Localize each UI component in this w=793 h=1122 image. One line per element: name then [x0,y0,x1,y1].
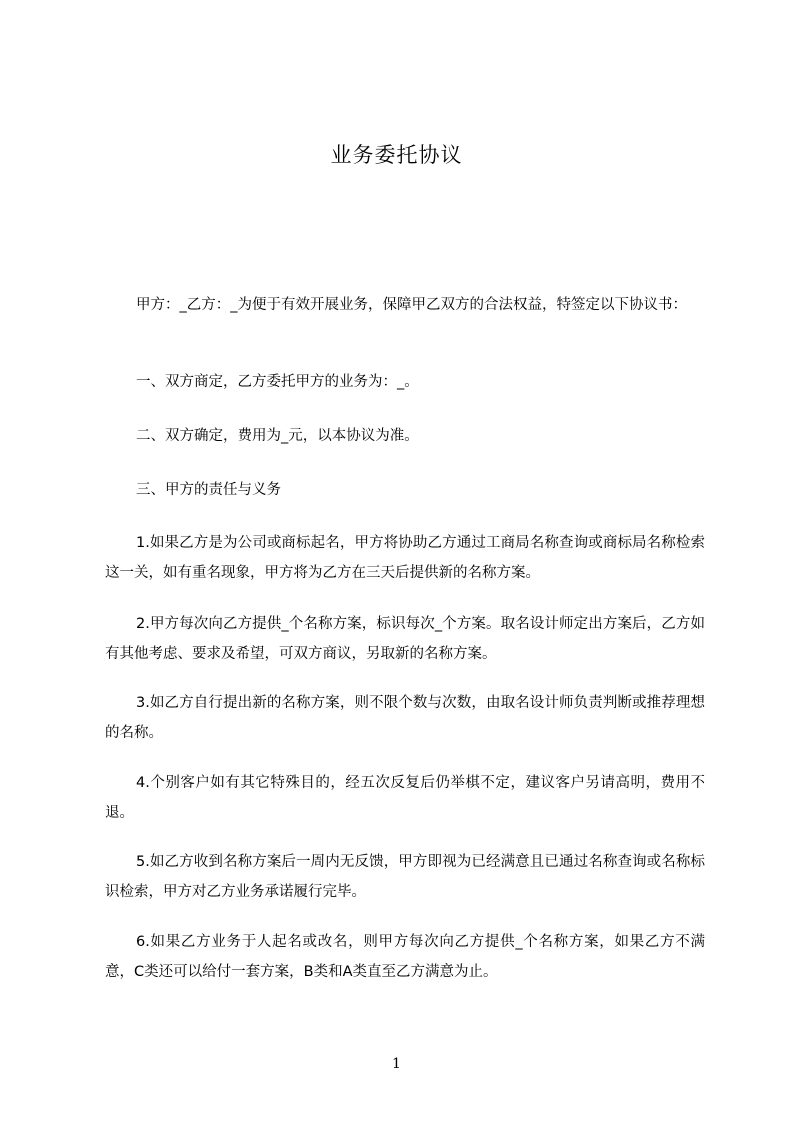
paragraph-item-4: 4.个别客户如有其它特殊目的，经五次反复后仍举棋不定，建议客户另请高明，费用不退。 [105,775,705,821]
paragraph-item-2: 2.甲方每次向乙方提供_个名称方案，标识每次_个方案。取名设计师定出方案后，乙方如有其他考虑、要求及希望，可双方商议，另取新的名称方案。 [105,616,705,662]
paragraph-clause-2: 二、双方确定，费用为_元，以本协议为准。 [136,428,419,444]
paragraph-item-1: 1.如果乙方是为公司或商标起名，甲方将协助乙方通过工商局名称查询或商标局名称检索这一关，如有重名现象，甲方将为乙方在三天后提供新的名称方案。 [105,535,705,581]
page-number: 1 [392,1056,401,1072]
paragraph-item-3: 3.如乙方自行提出新的名称方案，则不限个数与次数，由取名设计师负责判断或推荐理想的名称。 [105,695,705,741]
document-title: 业务委托协议 [330,143,463,167]
paragraph-item-5: 5.如乙方收到名称方案后一周内无反馈，甲方即视为已经满意且已通过名称查询或名称标识检索，甲方对乙方业务承诺履行完毕。 [105,854,705,900]
paragraph-clause-1: 一、双方商定，乙方委托甲方的业务为：_。 [136,374,419,390]
paragraph-preamble: 甲方：_乙方：_为便于有效开展业务，保障甲乙双方的合法权益，特签定以下协议书： [136,297,687,313]
paragraph-item-6: 6.如果乙方业务于人起名或改名，则甲方每次向乙方提供_个名称方案，如果乙方不满意，C类还可以给付一套方案，B类和A类直至乙方满意为止。 [105,934,705,980]
paragraph-clause-3-heading: 三、甲方的责任与义务 [136,482,281,498]
